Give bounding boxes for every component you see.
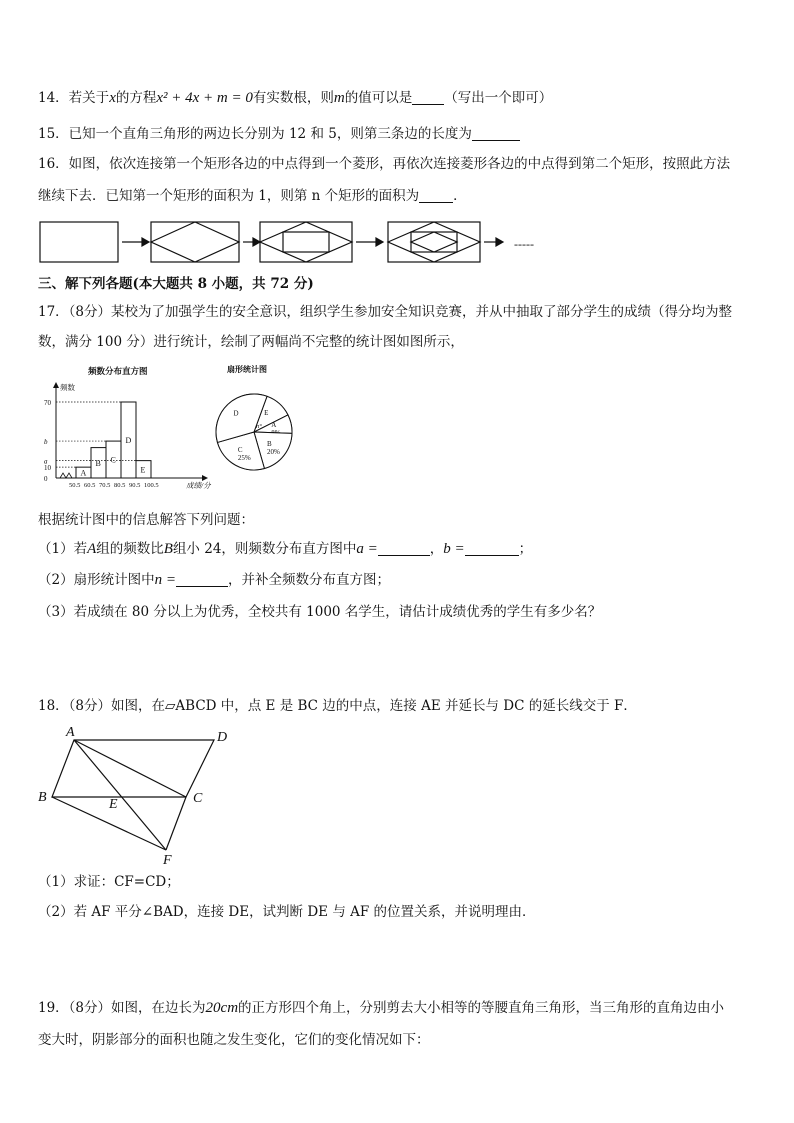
answer-blank-a <box>378 541 430 556</box>
x-tick-label: 70.5 <box>99 482 111 489</box>
q15-text: 15．已知一个直角三角形的两边长分别为 12 和 5，则第三条边的长度为 <box>38 126 472 142</box>
sub1-pre: （1）若 <box>38 541 88 557</box>
slice-label-A: A <box>271 421 277 430</box>
continuation-dots: ----- <box>514 237 534 251</box>
arrow-4-head <box>496 238 503 246</box>
n-label: n = <box>154 572 176 588</box>
parallelogram-figure <box>36 722 246 867</box>
question-16-line2 <box>38 186 467 206</box>
label-e: E <box>109 797 118 812</box>
side-length: 20cm <box>205 1000 239 1016</box>
rect-4 <box>388 222 480 262</box>
q14-pre: 14．若关于 <box>38 90 110 106</box>
slice-label-C: 25% <box>237 453 251 462</box>
sub2-pre: （2）扇形统计图中 <box>38 572 155 588</box>
question-17-line2: 数，满分 100 分）进行统计，绘制了两幅尚不完整的统计图如图所示， <box>38 334 464 350</box>
rect-3 <box>260 222 352 262</box>
question-19-line2: 变大时，阴影部分的面积也随之发生变化，它们的变化情况如下： <box>38 1032 430 1048</box>
q14-mid: 的方程 <box>115 90 157 106</box>
question-19-line1 <box>38 998 724 1018</box>
question-15 <box>38 124 520 144</box>
q14-post: 有实数根，则 <box>252 90 334 106</box>
arrow-3-head <box>376 238 383 246</box>
y-axis-arrow <box>53 382 59 388</box>
x-tick-label: 100.5 <box>144 482 159 489</box>
segment-ac <box>74 740 186 797</box>
axis-break <box>60 473 72 478</box>
q14-end: （写出一个即可） <box>444 90 553 106</box>
question-14 <box>38 88 552 108</box>
segment-af <box>74 740 166 850</box>
slice-label-B: B <box>266 440 272 449</box>
bar-label-E: E <box>140 465 146 475</box>
bar-label-B: B <box>95 458 101 468</box>
x-tick-label: 90.5 <box>129 482 141 489</box>
question-17-sub3: （3）若成绩在 80 分以上为优秀，全校共有 1000 名学生，请估计成绩优秀的学生有多少名？ <box>38 604 602 620</box>
label-b: B <box>38 790 47 805</box>
slice-label-E: E <box>264 408 269 417</box>
y-tick-label: 70 <box>44 399 51 407</box>
a-label: a = <box>356 541 378 557</box>
sub1-mid: 组的频数比 <box>96 541 164 557</box>
q14-tail: 的值可以是 <box>344 90 413 106</box>
y-axis-label: 频数 <box>60 383 75 392</box>
sub1-end: ； <box>518 541 533 557</box>
sub2-end: ，并补全频数分布直方图； <box>227 572 390 588</box>
pie-title: 扇形统计图 <box>227 365 267 374</box>
frequency-histogram <box>36 362 216 492</box>
section-3-title: 三、解下列各题(本大题共 8 小题，共 72 分) <box>38 276 314 292</box>
inner-rhombus-4 <box>411 232 457 252</box>
sub1-sep: ， <box>429 541 444 557</box>
parallelogram-abcd <box>52 740 214 797</box>
arrow-1-head <box>142 238 149 246</box>
label-c: C <box>193 791 203 806</box>
bar-label-C: C <box>110 455 116 465</box>
pie-chart <box>210 362 300 482</box>
rect-2 <box>151 222 239 262</box>
answer-blank <box>472 126 520 141</box>
x-axis-label: 成绩/分 <box>186 481 211 490</box>
q19-post: 的正方形四个角上，分别剪去大小相等的等腰直角三角形，当三角形的直角边由小 <box>238 1000 725 1016</box>
var-x: x <box>109 90 116 106</box>
group-b-label: B <box>163 541 173 557</box>
var-m: m <box>333 90 345 106</box>
x-tick-label: 60.5 <box>84 482 96 489</box>
angle-label: n° <box>256 423 262 430</box>
x-tick-label: 80.5 <box>114 482 126 489</box>
q16-end: ． <box>453 188 467 204</box>
question-18-sub2: （2）若 AF 平分∠BAD，连接 DE，试判断 DE 与 AF 的位置关系，并说明理由． <box>38 904 536 920</box>
segment-cf <box>166 797 186 850</box>
question-18-sub1: （1）求证：CF=CD； <box>38 874 180 890</box>
question-16-line1: 16．如图，依次连接第一个矩形各边的中点得到一个菱形，再依次连接菱形各边的中点得到第二个矩形，按照此方法 <box>38 156 731 172</box>
slice-label-C: C <box>237 445 243 454</box>
y-tick-label: 10 <box>44 464 51 473</box>
slice-label-B: 20% <box>266 448 280 457</box>
hist-title: 频数分布直方图 <box>88 366 148 376</box>
slice-label-D: D <box>233 409 239 418</box>
q16-line2-text: 继续下去．已知第一个矩形的面积为 1，则第 n 个矩形的面积为 <box>38 188 420 204</box>
answer-blank <box>412 90 444 105</box>
bar-label-A: A <box>80 468 87 478</box>
y-tick-label: a <box>44 457 48 466</box>
x-tick-label: 50.5 <box>69 482 81 489</box>
inner-rect-3 <box>283 232 329 252</box>
question-17-sub1 <box>38 539 532 559</box>
label-d: D <box>217 730 228 745</box>
question-18: 18．（8分）如图，在▱ABCD 中，点 E 是 BC 边的中点，连接 AE 并延长与 DC 的延长线交于 F． <box>38 698 637 714</box>
inner-rect-4 <box>411 232 457 252</box>
y-tick-label: 0 <box>44 475 48 483</box>
equation: x² + 4x + m = 0 <box>156 90 253 106</box>
rhombus-4 <box>388 222 480 262</box>
rhombus-3 <box>260 222 352 262</box>
question-17-line1: 17．（8分）某校为了加强学生的安全意识，组织学生参加安全知识竞赛，并从中抽取了部分学生的成绩（得分均为整 <box>38 304 733 320</box>
rectangle-sequence-figure <box>38 218 558 266</box>
rhombus-2 <box>151 222 239 262</box>
rect-1 <box>40 222 118 262</box>
answer-blank-b <box>465 541 519 556</box>
question-17-sub2 <box>38 570 390 590</box>
q19-pre: 19．（8分）如图，在边长为 <box>38 1000 206 1016</box>
group-a-label: A <box>87 541 97 557</box>
question-17-intro: 根据统计图中的信息解答下列问题： <box>38 512 254 528</box>
y-tick-label: b <box>44 438 48 447</box>
answer-blank-n <box>176 572 228 587</box>
label-a: A <box>66 725 75 740</box>
sub1-mid2: 组小 24，则频数分布直方图中 <box>172 541 357 557</box>
label-f: F <box>163 853 172 867</box>
bar-label-D: D <box>125 436 132 445</box>
b-label: b = <box>443 541 465 557</box>
answer-blank <box>419 188 453 203</box>
